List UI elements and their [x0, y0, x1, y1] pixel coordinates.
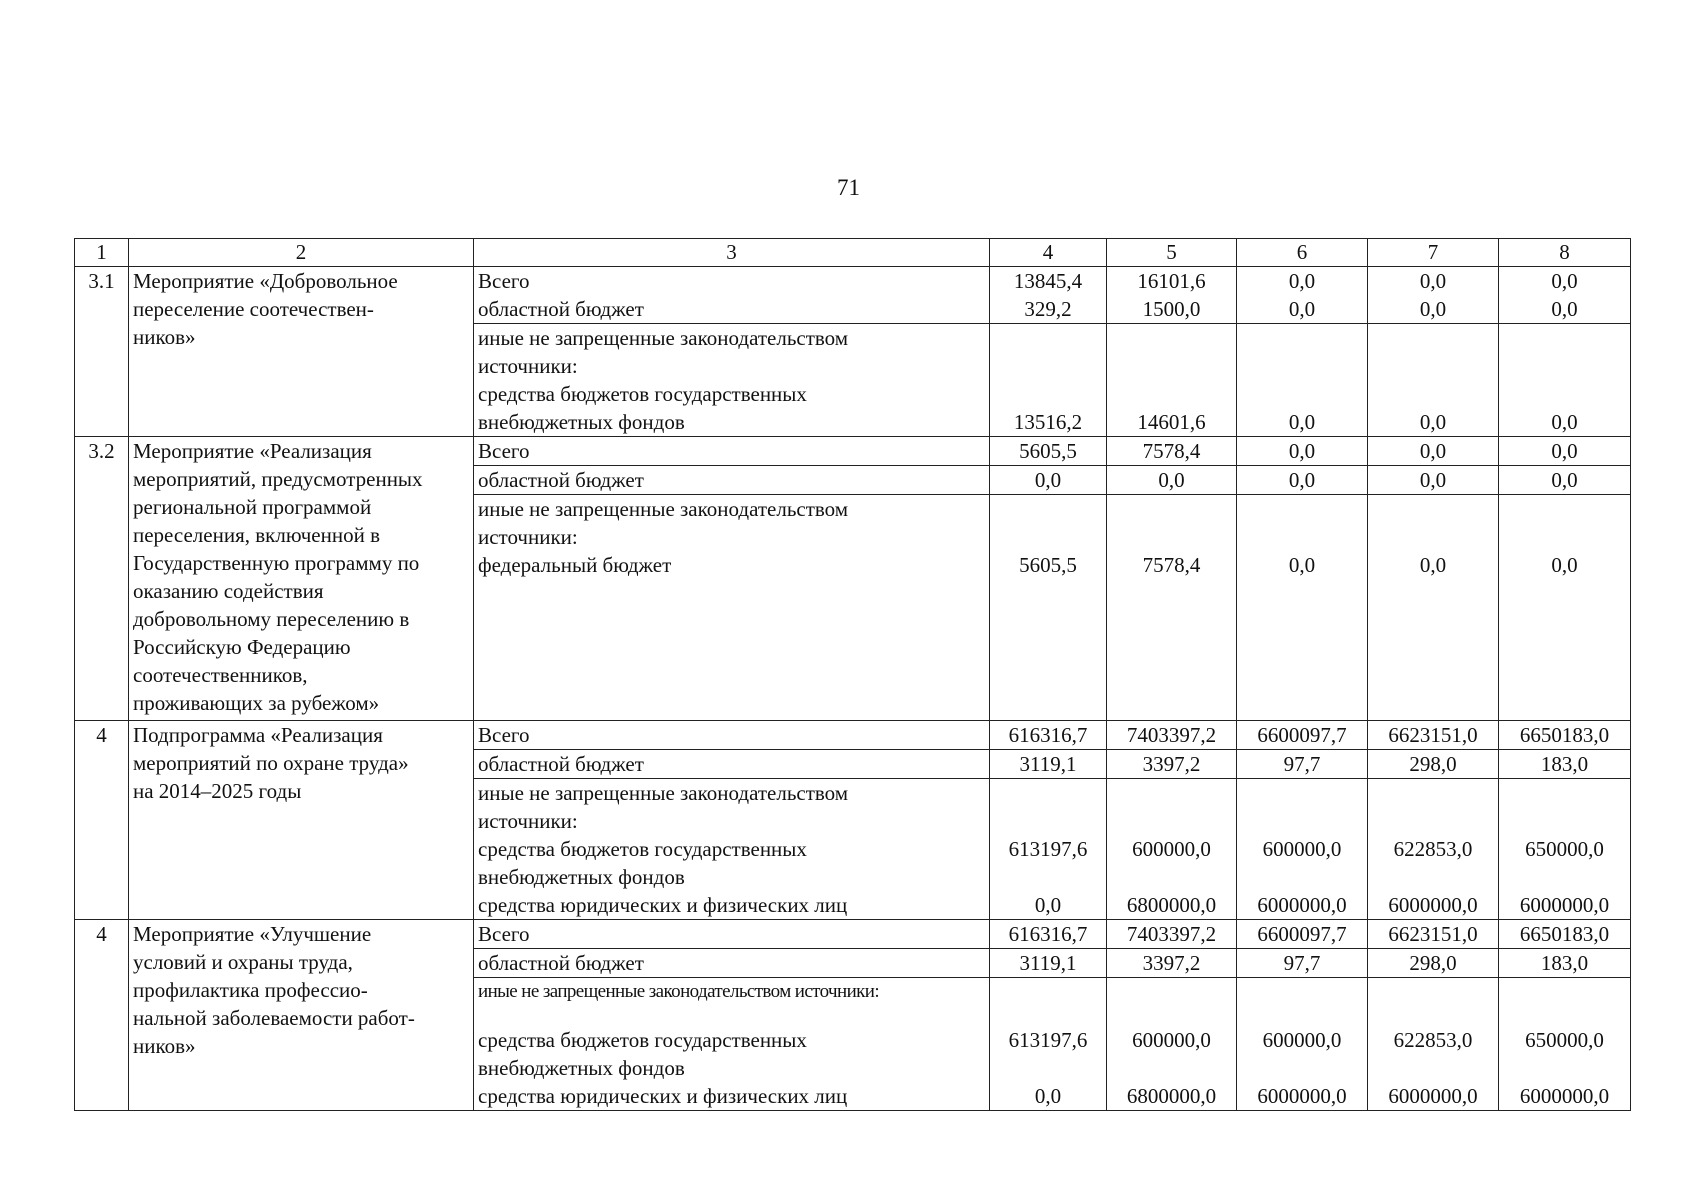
value: 0,0 [1288, 269, 1316, 293]
value-cell: 6650183,0 [1499, 721, 1631, 750]
source-cell [474, 267, 990, 324]
value: 650000,0 [1525, 837, 1604, 861]
value-cell [1499, 978, 1631, 1111]
value: 622853,0 [1393, 1028, 1473, 1052]
value-cell [1237, 779, 1368, 920]
source-line: внебюджетных фондов [478, 865, 685, 889]
header-cell: 7 [1368, 239, 1499, 267]
table-row [75, 437, 1631, 466]
value-cell: 298,0 [1368, 750, 1499, 779]
source-cell [474, 495, 990, 721]
value-cell [990, 267, 1107, 324]
value-cell: 0,0 [1237, 437, 1368, 466]
row-name-line: оказанию содействия [133, 579, 324, 603]
row-name-line: добровольному переселению в [133, 607, 410, 631]
header-cell: 3 [474, 239, 990, 267]
value: 0,0 [1288, 553, 1316, 577]
source-line: источники: [478, 525, 578, 549]
row-name-line: мероприятий, предусмотренных [133, 467, 423, 491]
value-cell: 0,0 [1499, 466, 1631, 495]
value: 0,0 [1034, 893, 1062, 917]
source-cell [474, 779, 990, 920]
header-cell: 4 [990, 239, 1107, 267]
value-cell: 97,7 [1237, 949, 1368, 978]
value: 6000000,0 [1388, 893, 1478, 917]
source-cell: областной бюджет [474, 949, 990, 978]
value: 0,0 [1551, 269, 1578, 293]
value: 600000,0 [1132, 837, 1211, 861]
row-name-line: ников» [133, 1034, 196, 1058]
value: 6800000,0 [1126, 1084, 1217, 1108]
value: 0,0 [1551, 297, 1578, 321]
source-line: внебюджетных фондов [478, 1056, 685, 1080]
value-cell: 616316,7 [990, 920, 1107, 949]
value: 613197,6 [1008, 837, 1088, 861]
value-cell: 183,0 [1499, 949, 1631, 978]
value: 600000,0 [1262, 1028, 1342, 1052]
source-cell: Всего [474, 721, 990, 750]
source-line: иные не запрещенные законодательством [478, 781, 849, 805]
value-cell: 0,0 [1368, 324, 1499, 437]
value-cell [990, 978, 1107, 1111]
value: 6000000,0 [1519, 1084, 1610, 1108]
row-name-line: Мероприятие «Реализация [133, 439, 372, 463]
row-name-line: условий и охраны труда, [133, 950, 353, 974]
source-cell [474, 324, 990, 437]
row-name-line: мероприятий по охране труда» [133, 751, 409, 775]
value: 6000000,0 [1388, 1084, 1478, 1108]
source-line: иные не запрещенные законодательством [478, 497, 849, 521]
value: 329,2 [1024, 297, 1072, 321]
value: 7578,4 [1142, 553, 1201, 577]
row-id: 3.1 [75, 267, 129, 437]
value-cell [1107, 267, 1237, 324]
value: 1500,0 [1142, 297, 1201, 321]
value-cell: 0,0 [990, 466, 1107, 495]
row-name [129, 437, 474, 721]
source-line: средства бюджетов государственных [478, 837, 807, 861]
row-name-line: проживающих за рубежом» [133, 691, 380, 715]
page-number: 71 [837, 175, 860, 200]
value-cell: 0,0 [1499, 437, 1631, 466]
value: 0,0 [1419, 297, 1447, 321]
value-cell [1499, 779, 1631, 920]
value: 6000000,0 [1519, 893, 1610, 917]
row-name-line: соотечественников, [133, 663, 308, 687]
row-name-line: Мероприятие «Добровольное [133, 269, 398, 293]
row-name [129, 721, 474, 920]
value: 650000,0 [1525, 1028, 1604, 1052]
value-cell: 6600097,7 [1237, 721, 1368, 750]
value-cell [1368, 978, 1499, 1111]
budget-table [74, 238, 1631, 1111]
value-cell [1107, 779, 1237, 920]
row-name-line: Подпрограмма «Реализация [133, 723, 383, 747]
header-cell: 6 [1237, 239, 1368, 267]
value: 0,0 [1419, 553, 1447, 577]
value-cell: 0,0 [1237, 324, 1368, 437]
value: 622853,0 [1393, 837, 1473, 861]
value: 6000000,0 [1257, 893, 1347, 917]
table-row [75, 920, 1631, 949]
value-cell [990, 779, 1107, 920]
value: 0,0 [1419, 269, 1447, 293]
header-cell: 1 [75, 239, 129, 267]
value-cell [1237, 495, 1368, 721]
value-cell: 0,0 [1107, 466, 1237, 495]
value-cell: 7403397,2 [1107, 920, 1237, 949]
value-cell: 5605,5 [990, 437, 1107, 466]
table-row [75, 721, 1631, 750]
value-cell: 0,0 [1368, 437, 1499, 466]
row-name [129, 267, 474, 437]
value: 613197,6 [1008, 1028, 1088, 1052]
row-name-line: ников» [133, 325, 196, 349]
value-cell: 6650183,0 [1499, 920, 1631, 949]
row-name [129, 920, 474, 1111]
value-cell: 3397,2 [1107, 750, 1237, 779]
value-cell [1237, 978, 1368, 1111]
value-cell: 0,0 [1368, 466, 1499, 495]
value-cell [1499, 267, 1631, 324]
source-line: федеральный бюджет [478, 553, 672, 577]
source-line: средства бюджетов государственных [478, 1028, 807, 1052]
value-cell [1499, 495, 1631, 721]
row-name-line: нальной заболеваемости работ- [133, 1006, 415, 1030]
value: 16101,6 [1137, 269, 1206, 293]
row-name-line: Российскую Федерацию [133, 635, 351, 659]
row-id: 4 [75, 920, 129, 1111]
row-id: 4 [75, 721, 129, 920]
header-cell: 5 [1107, 239, 1237, 267]
row-name-line: переселение соотечествен- [133, 297, 374, 321]
source-cell: Всего [474, 437, 990, 466]
value-cell [1368, 267, 1499, 324]
row-name-line: региональной программой [133, 495, 372, 519]
value-cell: 14601,6 [1107, 324, 1237, 437]
source-line: средства юридических и физических лиц [478, 893, 848, 917]
value: 6000000,0 [1257, 1084, 1347, 1108]
row-name-line: Мероприятие «Улучшение [133, 922, 372, 946]
value-cell: 97,7 [1237, 750, 1368, 779]
value: 600000,0 [1132, 1028, 1211, 1052]
header-row [75, 239, 1631, 267]
value-cell [1107, 978, 1237, 1111]
value: 0,0 [1034, 1084, 1062, 1108]
value-cell: 0,0 [1237, 466, 1368, 495]
header-cell: 2 [129, 239, 474, 267]
value-cell: 3119,1 [990, 949, 1107, 978]
value-cell: 183,0 [1499, 750, 1631, 779]
source-line: источники: [478, 354, 578, 378]
value-cell [1237, 267, 1368, 324]
source-cell: Всего [474, 920, 990, 949]
row-name-line: на 2014–2025 годы [133, 779, 302, 803]
row-name-line: Государственную программу по [133, 551, 420, 575]
source-line: Всего [478, 269, 530, 293]
value-cell [1368, 495, 1499, 721]
value-cell: 0,0 [1499, 324, 1631, 437]
row-id: 3.2 [75, 437, 129, 721]
source-line: внебюджетных фондов [478, 410, 685, 434]
value: 5605,5 [1019, 553, 1077, 577]
source-cell: областной бюджет [474, 750, 990, 779]
value-cell: 13516,2 [990, 324, 1107, 437]
source-line: средства бюджетов государственных [478, 382, 807, 406]
value: 0,0 [1551, 553, 1578, 577]
value-cell: 6623151,0 [1368, 920, 1499, 949]
value-cell [990, 495, 1107, 721]
source-cell: областной бюджет [474, 466, 990, 495]
value-cell: 616316,7 [990, 721, 1107, 750]
value-cell: 6600097,7 [1237, 920, 1368, 949]
source-line: областной бюджет [478, 297, 644, 321]
row-name-line: переселения, включенной в [133, 523, 380, 547]
value-cell [1368, 779, 1499, 920]
source-cell [474, 978, 990, 1111]
value: 13845,4 [1013, 269, 1083, 293]
source-line: иные не запрещенные законодательством [478, 326, 849, 350]
value-cell: 7578,4 [1107, 437, 1237, 466]
value-cell: 298,0 [1368, 949, 1499, 978]
value-cell [1107, 495, 1237, 721]
header-cell: 8 [1499, 239, 1631, 267]
row-name-line: профилактика профессио- [133, 978, 368, 1002]
source-line: средства юридических и физических лиц [478, 1084, 848, 1108]
value-cell: 3119,1 [990, 750, 1107, 779]
value: 6800000,0 [1126, 893, 1217, 917]
value: 0,0 [1288, 297, 1316, 321]
table-row [75, 267, 1631, 324]
source-line: источники: [478, 809, 578, 833]
source-line: иные не запрещенные законодательством источники: [478, 981, 880, 1002]
value-cell: 7403397,2 [1107, 721, 1237, 750]
value-cell: 6623151,0 [1368, 721, 1499, 750]
value-cell: 3397,2 [1107, 949, 1237, 978]
value: 600000,0 [1262, 837, 1342, 861]
